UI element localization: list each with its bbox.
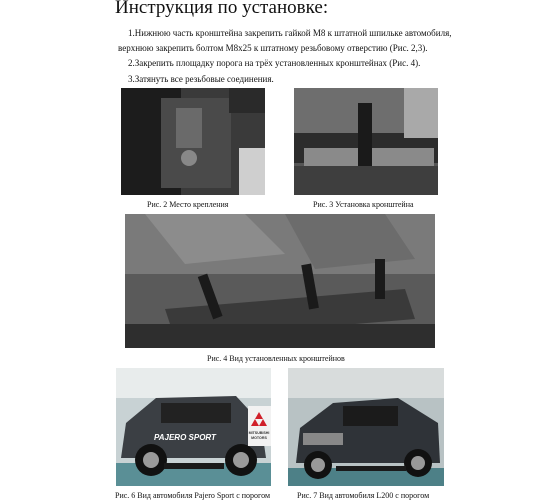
page-title: Инструкция по установке: [115, 0, 329, 18]
caption-fig-3: Рис. 3 Установка кронштейна [313, 200, 414, 209]
photo-pajero-sport [116, 368, 271, 486]
photo-l200 [288, 368, 444, 486]
mitsubishi-logo-line-1: MITSUBISHI [248, 431, 270, 435]
caption-fig-2: Рис. 2 Место крепления [147, 200, 229, 209]
pajero-badge: PAJERO SPORT [154, 433, 216, 442]
caption-fig-7: Рис. 7 Вид автомобиля L200 с порогом [297, 491, 430, 500]
photo-mounting-location [121, 88, 265, 195]
step-1-line-1: 1.Нижнюю часть кронштейна закрепить гайкой М8 к штатной шпильке автомобиля, [128, 28, 452, 38]
step-3: 3.Затянуть все резьбовые соединения. [128, 74, 274, 84]
step-1-line-2: верхнюю закрепить болтом М8х25 к штатному резьбовому отверстию (Рис. 2,3). [118, 43, 428, 53]
caption-fig-6: Рис. 6 Вид автомобиля Pajero Sport с порогом [115, 491, 271, 500]
photo-bracket-installation [294, 88, 438, 195]
step-2: 2.Закрепить площадку порога на трёх установленных кронштейнах (Рис. 4). [128, 58, 421, 68]
mitsubishi-logo-line-2: MOTORS [251, 436, 267, 440]
caption-fig-4: Рис. 4 Вид установленных кронштейнов [207, 354, 345, 363]
photo-installed-brackets [125, 214, 435, 348]
